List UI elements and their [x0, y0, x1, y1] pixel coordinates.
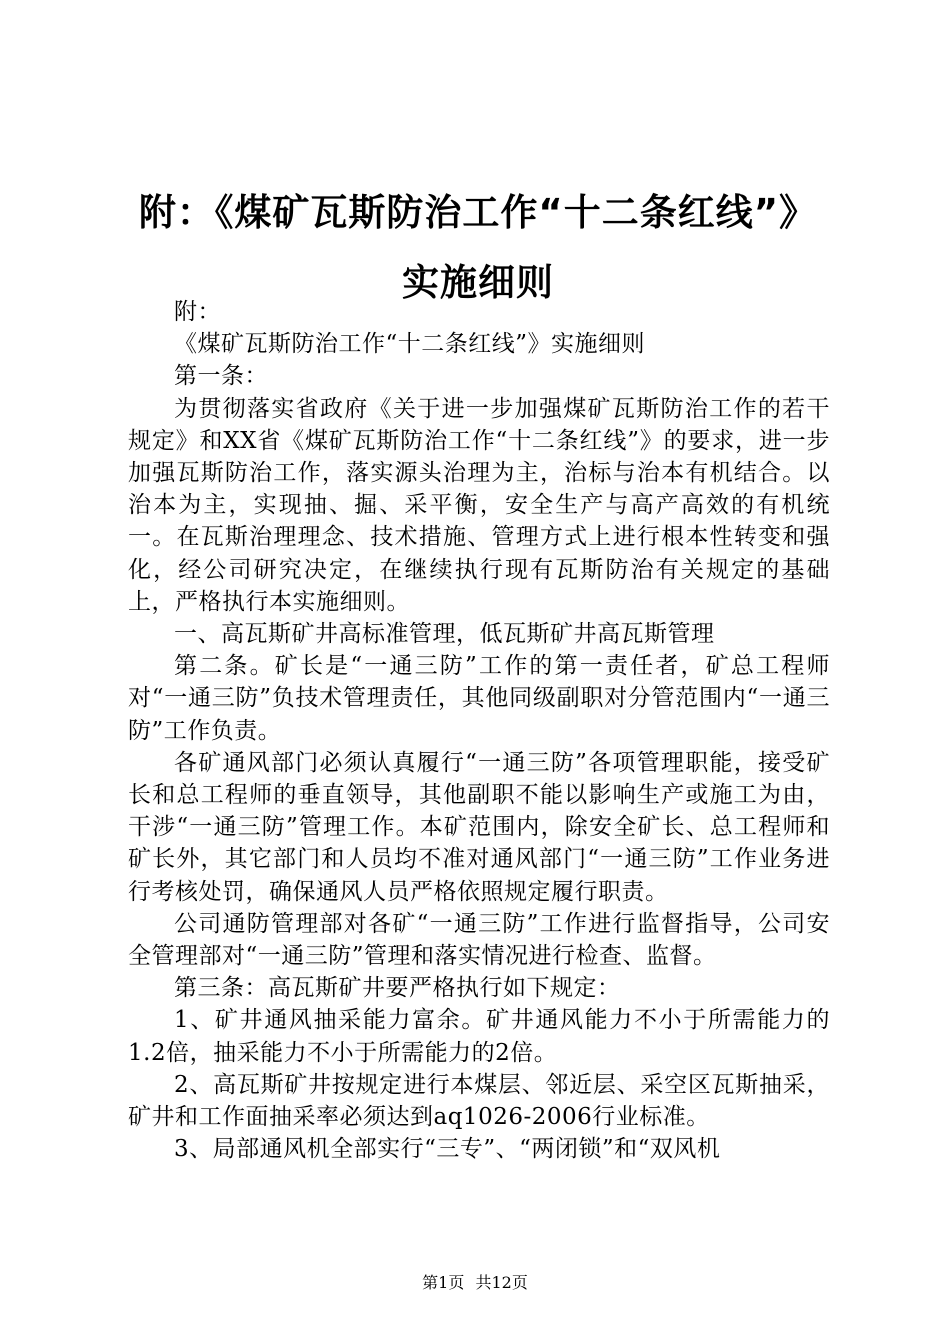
page-number: 第1页	[422, 1273, 465, 1292]
paragraph: 第一条：	[174, 363, 268, 390]
paragraph: 公司通防管理部对各矿“一通三防”工作进行监督指导，公司安全管理部对“一通三防”管理和落实情况进行检查、监督。	[128, 910, 830, 970]
document-title: 附：《煤矿瓦斯防治工作“十二条红线”》实施细则	[138, 191, 818, 304]
list-item: 3、局部通风机全部实行“三专”、“两闭锁”和“双风机	[174, 1136, 721, 1163]
paragraph: 第二条。矿长是“一通三防”工作的第一责任者，矿总工程师对“一通三防”负技术管理责任，其他同级副职对分管范围内“一通三防”工作负责。	[128, 653, 830, 744]
page-footer	[0, 1270, 950, 1293]
paragraph: 第三条：高瓦斯矿井要严格执行如下规定：	[174, 975, 621, 1002]
document-body	[128, 296, 830, 1165]
list-item: 2、高瓦斯矿井按规定进行本煤层、邻近层、采空区瓦斯抽采，矿井和工作面抽采率必须达到aq1026-2006行业标准。	[128, 1071, 830, 1131]
paragraph: 各矿通风部门必须认真履行“一通三防”各项管理职能，接受矿长和总工程师的垂直领导，其他副职不能以影响生产或施工为由，干涉“一通三防”管理工作。本矿范围内，除安全矿长、总工程师和矿长外，其它部门和人员均不准对通风部门“一通三防”工作业务进行考核处罚，确保通风人员严格依照规定履行职责。	[128, 749, 830, 905]
section-heading: 一、高瓦斯矿井高标准管理，低瓦斯矿井高瓦斯管理	[174, 621, 715, 648]
paragraph: 《煤矿瓦斯防治工作“十二条红线”》实施细则	[174, 331, 646, 358]
page-total: 共12页	[475, 1273, 528, 1292]
list-item: 1、矿井通风抽采能力富余。矿井通风能力不小于所需能力的1.2倍，抽采能力不小于所需能力的2倍。	[128, 1007, 830, 1066]
paragraph: 为贯彻落实省政府《关于进一步加强煤矿瓦斯防治工作的若干规定》和XX省《煤矿瓦斯防治工作“十二条红线”》的要求，进一步加强瓦斯防治工作，落实源头治理为主，治标与治本有机结合。以治本为主，实现抽、掘、采平衡，安全生产与高产高效的有机统一。在瓦斯治理理念、技术措施、管理方式上进行根本性转变和强化，经公司研究决定，在继续执行现有瓦斯防治有关规定的基础上，严格执行本实施细则。	[128, 395, 830, 615]
paragraph: 附：	[174, 299, 221, 325]
